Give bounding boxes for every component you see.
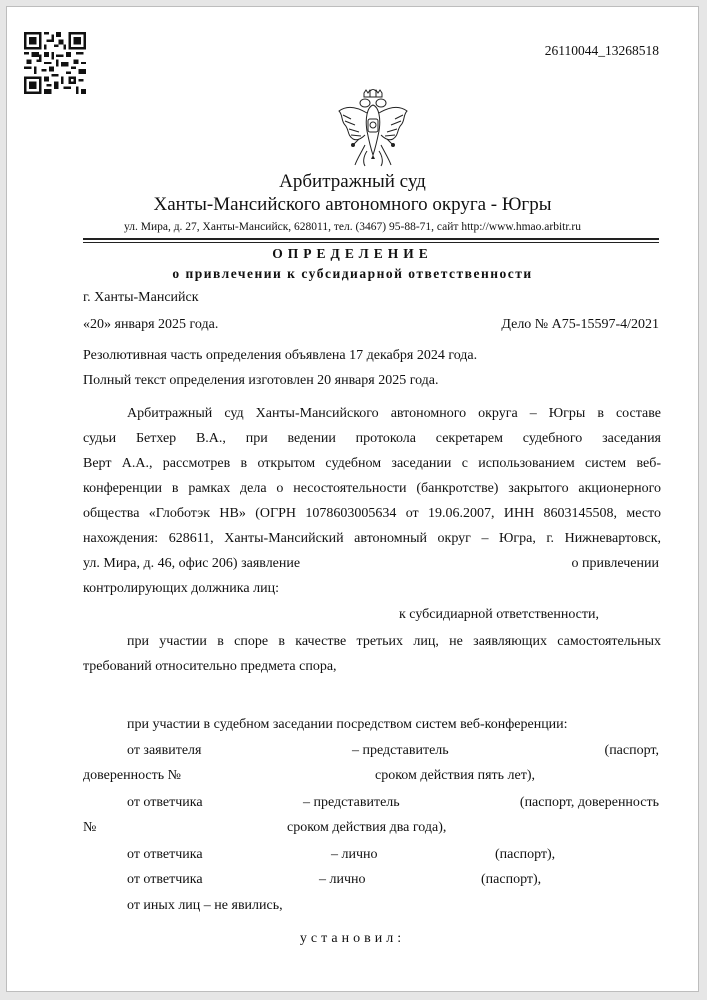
participant-document: (паспорт, (604, 743, 659, 758)
case-number: Дело № А75-15597-4/2021 (501, 317, 659, 332)
court-address: ул. Мира, д. 27, Ханты-Мансийск, 628011, тел. (3467) 95-88-71, сайт http://www.hmao.arbitr.ru (123, 221, 581, 233)
document-id: 26110044_13268518 (544, 43, 659, 58)
established-heading: установил: (299, 931, 406, 946)
document-title: ОПРЕДЕЛЕНИЕ (272, 246, 433, 261)
qr-code (24, 32, 86, 94)
participant-status: – лично (331, 847, 378, 862)
participant-document: (паспорт), (495, 847, 556, 862)
header-divider-thin (83, 242, 659, 243)
participants-intro: при участии в судебном заседании посредством систем веб-конференции: (127, 717, 568, 732)
paragraph-line: судьи Бетхер В.А., при ведении протокола секретарем судебного заседания (83, 431, 661, 446)
paragraph-line: о привлечении (571, 556, 659, 571)
participant-details: № (83, 820, 97, 835)
participant-status: – представитель (303, 795, 400, 810)
paragraph-line: ул. Мира, д. 46, офис 206) заявление (83, 556, 301, 571)
paragraph-line: к субсидиарной ответственности, (399, 607, 599, 622)
participant-role: от ответчика (127, 847, 203, 862)
header-divider-thick (83, 238, 659, 240)
city: г. Ханты-Мансийск (83, 290, 199, 305)
participant-status: – представитель (352, 743, 449, 758)
paragraph-line: контролирующих должника лиц: (83, 581, 279, 596)
participant-details: доверенность № (83, 768, 181, 783)
participant-role: от заявителя (127, 743, 202, 758)
participant-role: от ответчика (127, 795, 203, 810)
participant-document: (паспорт, доверенность (519, 795, 659, 810)
participant-role: от ответчика (127, 872, 203, 887)
paragraph-line: Арбитражный суд Ханты-Мансийского автономного округа – Югры в составе (127, 406, 661, 421)
paragraph-line: конференции в рамках дела о несостоятельности (банкротстве) закрытого акционерного (83, 481, 661, 496)
document-subtitle: о привлечении к субсидиарной ответственности (172, 266, 533, 281)
participant-others: от иных лиц – не явились, (127, 898, 283, 913)
participant-status: – лично (319, 872, 366, 887)
participant-details: сроком действия пять лет), (375, 768, 536, 783)
court-name-line2: Ханты-Мансийского автономного округа - Югры (153, 194, 552, 215)
full-text-note: Полный текст определения изготовлен 20 января 2025 года. (83, 373, 439, 388)
paragraph-line: общества «Глоботэк НВ» (ОГРН 1078603005634 от 19.06.2007, ИНН 8603145508, место (83, 506, 661, 521)
paragraph-line: при участии в споре в качестве третьих лиц, не заявляющих самостоятельных (127, 634, 661, 649)
coat-of-arms-emblem (337, 89, 409, 167)
paragraph-line: нахождения: 628611, Ханты-Мансийский автономный округ – Югра, г. Нижневартовск, (83, 531, 661, 546)
court-name-line1: Арбитражный суд (279, 171, 426, 192)
paragraph-line: Верт А.А., рассмотрев в открытом судебном заседании с использованием систем веб- (83, 456, 661, 471)
decision-date: «20» января 2025 года. (83, 317, 219, 332)
paragraph-line: требований относительно предмета спора, (83, 659, 337, 674)
participant-document: (паспорт), (481, 872, 542, 887)
participant-details: сроком действия два года), (287, 820, 447, 835)
document-page (6, 6, 699, 992)
resolution-note: Резолютивная часть определения объявлена 17 декабря 2024 года. (83, 348, 478, 363)
